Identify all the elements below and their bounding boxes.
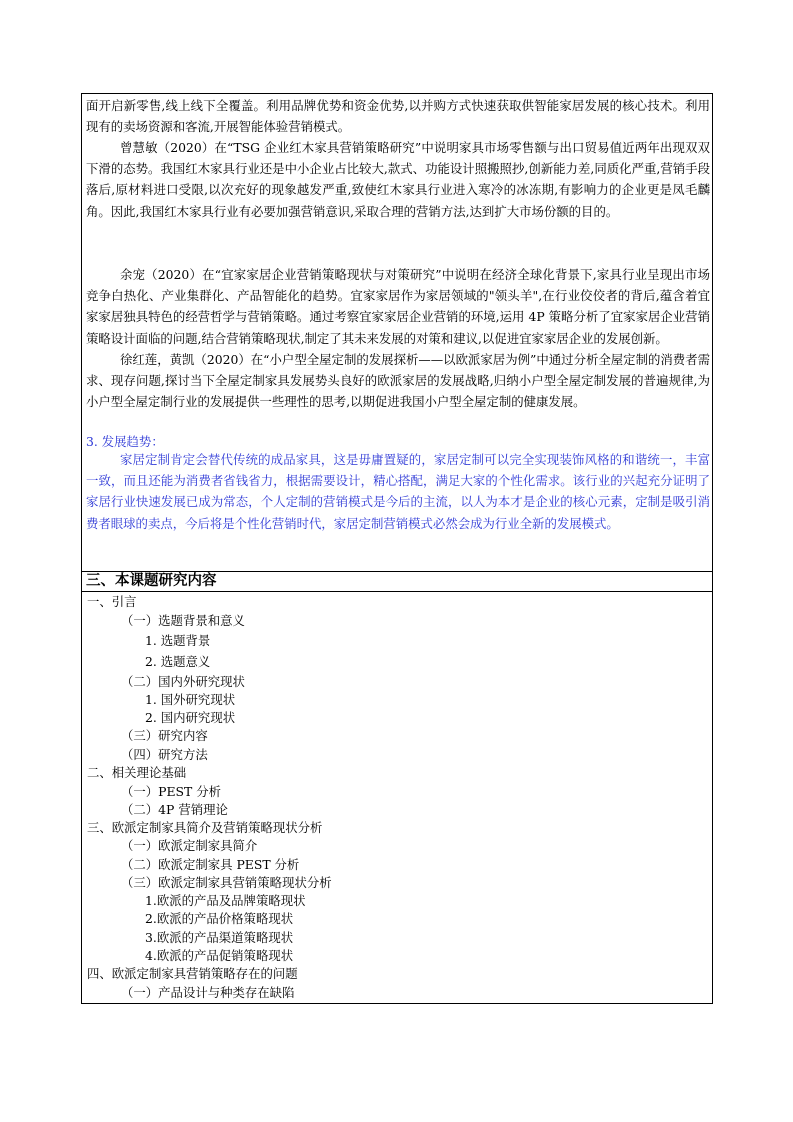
outline-item: 二、相关理论基础 — [87, 765, 187, 780]
outline-item: 2. 国内研究现状 — [145, 710, 236, 725]
trend-heading: 3. 发展趋势： — [86, 434, 164, 449]
paragraph-new-retail: 面开启新零售,线上线下全覆盖。利用品牌优势和资金优势,以并购方式快速获取供智能家居发展的核心技术。利用现有的卖场资源和客流,开展智能体验营销模式。 — [86, 98, 710, 135]
outline-item: （三）研究内容 — [121, 728, 208, 743]
outline-item: （二）4P 营销理论 — [121, 802, 228, 817]
outline-item: 4.欧派的产品促销策略现状 — [145, 948, 294, 963]
outline-item: 1. 国外研究现状 — [145, 692, 236, 707]
outline-item: （一）欧派定制家具简介 — [121, 838, 258, 853]
research-content-cell — [82, 592, 712, 1003]
trend-paragraph: 家居定制肯定会替代传统的成品家具，这是毋庸置疑的，家居定制可以完全实现装饰风格的和谐统一，丰富一致，而且还能为消费者省钱省力，根据需要设计，精心搭配，满足大家的个性化需求。该行业的兴起充分证明了家居行业快速发展已成为常态，个人定制的营销模式是今后的主流，以人为本才是企业的核心元素，定制是吸引消费者眼球的卖点，今后将是个性化营销时代，家居定制营销模式必然会成为行业全新的发展模式。 — [86, 452, 710, 531]
outline-item: 2.欧派的产品价格策略现状 — [145, 911, 294, 926]
outline-item: 3.欧派的产品渠道策略现状 — [145, 930, 294, 945]
document-table — [81, 93, 713, 1004]
outline-item: （二）欧派定制家具 PEST 分析 — [121, 857, 300, 872]
outline-item: 三、欧派定制家具简介及营销策略现状分析 — [87, 820, 323, 835]
outline-item: （一）产品设计与种类存在缺陷 — [121, 985, 295, 1000]
outline-item: 1.欧派的产品及品牌策略现状 — [145, 893, 306, 908]
outline-item: （二）国内外研究现状 — [121, 674, 245, 689]
outline-item: 一、引言 — [87, 594, 137, 609]
outline-item: 2. 选题意义 — [145, 654, 211, 669]
outline-item: 1. 选题背景 — [145, 633, 211, 648]
paragraph-yu-chong: 余宠（2020）在“宜家家居企业营销策略现状与对策研究”中说明在经济全球化背景下,家具行业呈现出市场竞争白热化、产业集群化、产品智能化的趋势。宜家家居作为家居领域的"领头羊",在行业佼佼者的背后,蕴含着宜家家居独具特色的经营哲学与营销策略。通过考察宜家家居企业营销的环境,运用 4P 策略分析了宜家家居企业营销策略设计面临的问题,结合营销策略现状,制定了其未来发展的对策和建议,以促进宜家家居企业的发展创新。 — [86, 267, 710, 346]
outline-item: （一）PEST 分析 — [121, 784, 222, 799]
outline-item: （四）研究方法 — [121, 747, 208, 762]
outline-item: 四、欧派定制家具营销策略存在的问题 — [87, 966, 298, 981]
paragraph-xu-honglian: 徐红莲，黄凯（2020）在“小户型全屋定制的发展探析——以欧派家居为例”中通过分析全屋定制的消费者需求、现存问题,探讨当下全屋定制家具发展势头良好的欧派家居的发展战略,归纳小户型全屋定制发展的普遍规律,为小户型全屋定制行业的发展提供一些理性的思考,以期促进我国小户型全屋定制的健康发展。 — [86, 352, 710, 410]
outline-item: （三）欧派定制家具营销策略现状分析 — [121, 875, 332, 890]
paragraph-zeng-huimin: 曾慧敏（2020）在“TSG 企业红木家具营销策略研究”中说明家具市场零售额与出口贸易值近两年出现双双下滑的态势。我国红木家具行业还是中小企业占比较大,款式、功能设计照搬照抄,创新能力差,同质化严重,营销手段落后,原材料进口受限,以次充好的现象越发严重,致使红木家具行业进入寒冷的冰冻期,有影响力的企业更是凤毛麟角。因此,我国红木家具行业有必要加强营销意识,采取合理的营销方法,达到扩大市场份额的目的。 — [86, 140, 710, 219]
section-title: 三、本课题研究内容 — [82, 572, 712, 592]
literature-review-cell — [82, 94, 712, 572]
outline-item: （一）选题背景和意义 — [121, 613, 245, 628]
